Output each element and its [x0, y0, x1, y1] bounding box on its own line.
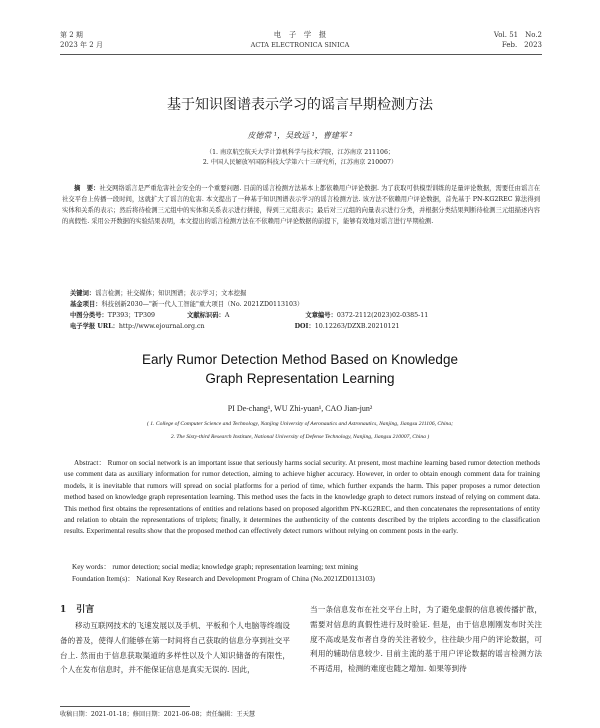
header-issue-cn: 第 2 期	[60, 31, 83, 39]
abstract-en-label: Abstract：	[74, 459, 106, 467]
header-date-cn: 2023 年 2 月	[60, 41, 103, 49]
header-volume: Vol. 51 No.2	[493, 31, 542, 39]
affiliation-en-2: 2. The Sixty-third Research Institute, National University of Defense Technology, Nanjing, Jiangsu 210007, China )	[170, 434, 430, 440]
affiliation-cn-2: 2. 中国人民解放军国防科技大学第六十三研究所，江苏南京 210007）	[202, 159, 398, 166]
footer-received: 收稿日期：2021-01-18；修回日期：2021-06-08；责任编辑：王天慧	[60, 711, 256, 718]
header-rule	[60, 54, 542, 55]
abstract-cn-label: 摘 要：	[74, 185, 100, 192]
keywords-en-label: Key words：	[72, 563, 111, 571]
meta-cn-row1	[70, 310, 540, 321]
clc-value: TP393；TP309	[107, 312, 155, 319]
body-column-right: 当一条信息发布在社交平台上时，为了避免虚假的信息被传播扩散，需要对信息的真假性进行及时验证. 但是，由于信息刚刚发布时关注度不高或是发布者自身的关注者较少，往往缺少用户的评论数据，可利用的辅助信息较少. 目前主流的基于用户评论数据的谣言检测方法不再适用，检测的难度也随之增加. 如果等到待	[310, 605, 542, 674]
section-heading	[60, 602, 94, 615]
title-en-line-2: Graph Representation Learning	[205, 371, 395, 386]
meta-cn-row2	[70, 321, 540, 332]
doi-label: DOI：	[294, 323, 315, 330]
header-journal-cn: 电 子 学 报	[273, 30, 327, 39]
keywords-en-text: rumor detection; social media; knowledge graph; representation learning; text mining	[112, 563, 359, 571]
affiliation-en-1: ( 1. College of Computer Science and Technology, Nanjing University of Aeronautics and Astronautics, Nanjing, Jiangsu 211106, China;	[147, 421, 453, 427]
article-no-label: 文章编号：	[305, 312, 337, 319]
page-title-cn: 基于知识图谱表示学习的谣言早期检测方法	[167, 97, 433, 113]
authors-cn: 皮德常 ¹，吴致远 ¹，曹建军 ²	[247, 131, 353, 140]
url-value[interactable]: http://www.ejournal.org.cn	[118, 323, 205, 330]
doc-code-label: 文献标识码：	[187, 312, 225, 319]
abstract-en-text: Rumor on social network is an important issue that seriously harms social security. At present, most machine learning based rumor detection methods use comment data as auxiliary information for rumor detection, aiming to achieve higher accuracy. However, in order to obtain enough comment data for training models, it is inevitable that rumors will spread on social platforms for a period of time, which further expands the harm. This paper proposes a rumor detection method based on knowledge graph representation learning. This method uses the facts in the knowledge graph to detect rumors instead of relying on comment data. This method first obtains the representations of entities and relations based on proposed algorithm PN-KG2REC, and then concatenates the representations of entity and relation to obtain the representations of triplets; finally, it determines the authenticity of the contents described by the triplets according to the classification results. Experimental results show that the proposed method can effectively detect rumors without relying on comment posts in the early.	[64, 459, 541, 536]
foundation-en-text: National Key Research and Development Program of China (No.2021ZD0113103)	[136, 575, 375, 583]
title-en-line-1: Early Rumor Detection Method Based on Knowledge	[142, 352, 458, 367]
clc-label: 中图分类号：	[70, 312, 108, 319]
doc-code-value: A	[224, 312, 230, 319]
authors-en: PI De-chang¹, WU Zhi-yuan¹, CAO Jian-jun²	[227, 404, 373, 413]
header-date-en: Feb. 2023	[501, 41, 542, 49]
article-no-value: 0372-2112(2023)02-0385-11	[336, 312, 429, 319]
affiliation-cn-1: （1. 南京航空航天大学计算机科学与技术学院，江苏南京 211106；	[205, 149, 395, 156]
doi-value[interactable]: 10.12263/DZXB.20210121	[314, 323, 400, 330]
section-number: 1	[60, 605, 67, 615]
section-title: 引言	[76, 605, 95, 615]
foundation-en	[72, 574, 540, 585]
keywords-cn-label: 关键词：	[70, 290, 96, 297]
keywords-en	[72, 562, 540, 573]
body-column-left: 移动互联网技术的飞速发展以及手机、平板和个人电脑等终端设备的普及，使得人们能够在第一时间将自己获取的信息分享到社交平台上. 然而由于信息获取渠道的多样性以及个人知识储备的有限性，个人在发布信息时，并不能保证信息是真实无误的. 因此，	[60, 621, 290, 675]
abstract-cn-text: 社交网络谣言是严重危害社会安全的一个重要问题. 目前的谣言检测方法基本上都依赖用户评论数据. 为了获取可供模型训练的足量评论数据，需要任由谣言在社交平台上传播一段时间，这就扩大了谣言的危害. 本文提出了一种基于知识图谱表示学习的谣言检测方法. 该方法不依赖用户评论数据，首先基于 PN-KG2REC 算法得到实体和关系的表示；然后将待检测三元组中的实体和关系表示进行拼接，得到三元组表示；最后对三元组的向量表示进行分类，并根据分类结果判断待检测三元组描述内容的真假性. 采用公开数据的实验结果表明，本文提出的谣言检测方法在不依赖用户评论数据的前提下，能够有效地对谣言进行早期检测.	[62, 185, 541, 225]
abstract-en	[64, 458, 540, 538]
abstract-cn	[62, 183, 540, 227]
funding-cn-label: 基金项目：	[70, 301, 102, 308]
foundation-en-label: Foundation Item(s)：	[72, 575, 135, 583]
funding-cn	[70, 299, 540, 310]
url-label: 电子学报 URL：	[70, 323, 119, 330]
footer-rule	[60, 706, 190, 707]
keywords-cn	[70, 288, 540, 299]
header-journal-en: ACTA ELECTRONICA SINICA	[250, 41, 350, 49]
page-title-en	[0, 350, 600, 388]
keywords-cn-text: 谣言检测；社交媒体；知识图谱；表示学习；文本挖掘	[95, 290, 247, 297]
funding-cn-text: 科技创新2030—"新一代人工智能"重大项目（No. 2021ZD0113103）	[101, 301, 304, 308]
